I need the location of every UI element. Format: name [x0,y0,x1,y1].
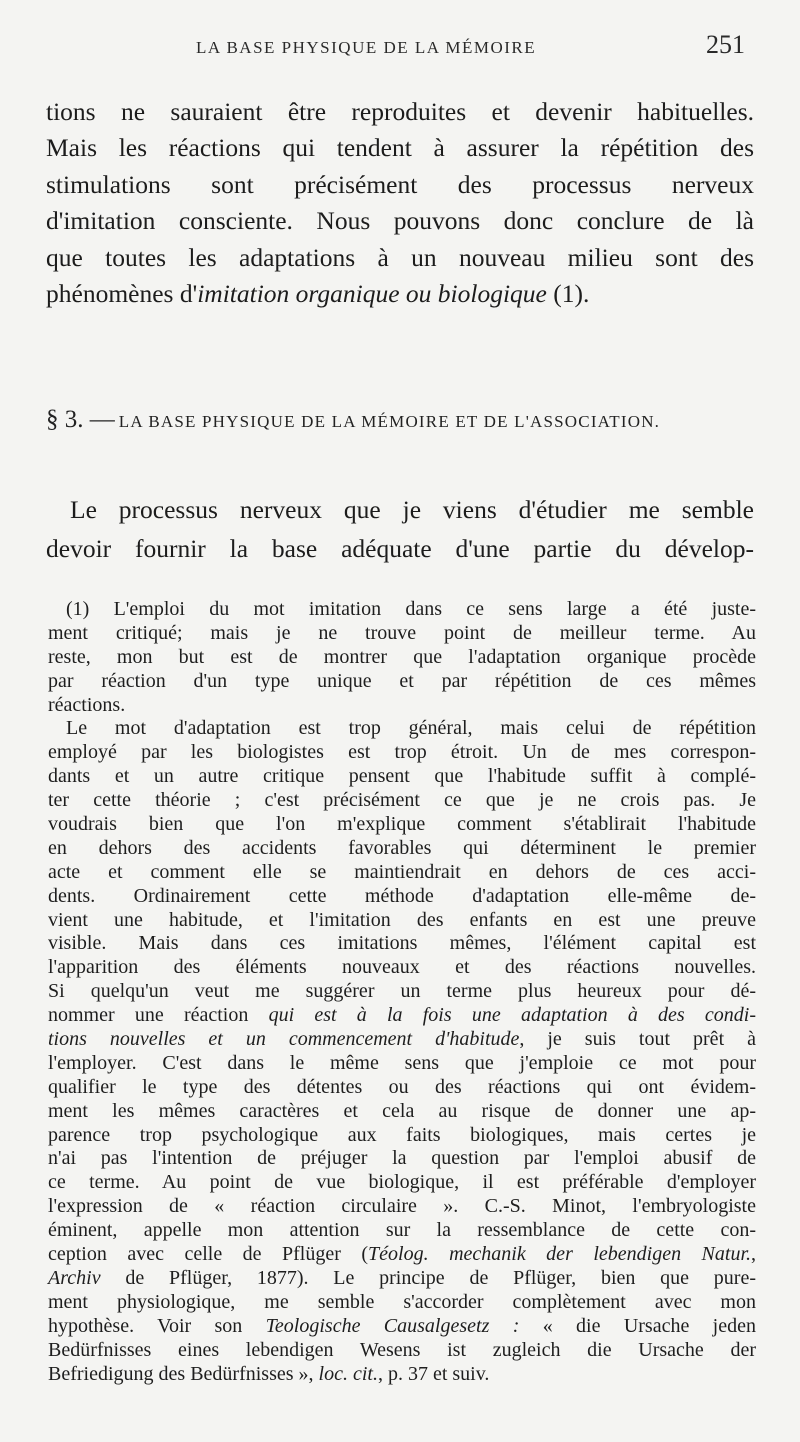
footnote-line: réactions. [48,693,126,716]
footnote-line: l'apparition des éléments nouveaux et des réactions nouvelles. [48,956,756,979]
footnote-line: éminent, appelle mon attention sur la ressemblance de cette con- [48,1219,756,1242]
footnote-line: acte et comment elle se maintiendrait en dehors de ces acci- [48,860,756,883]
footnote-line: l'expression de « réaction circulaire ». C.-S. Minot, l'embryologiste [48,1195,756,1218]
running-head [0,30,800,70]
footnote-line: voudrais bien que l'on m'explique comment s'établirait l'habitude [48,813,756,836]
italic-term: imitation organique ou biologique [197,278,547,308]
text-line: que toutes les adaptations à un nouveau milieu sont des [46,242,754,272]
running-title: LA BASE PHYSIQUE DE LA MÉMOIRE [196,38,537,57]
footnote-line: tions nouvelles et un commencement d'habitude, je suis tout prêt à [48,1028,756,1051]
footnote-line: en dehors des accidents favorables qui déterminent le premier [48,836,756,859]
footnote-line: dents. Ordinairement cette méthode d'adaptation elle-même de- [48,884,756,907]
footnote-line: nommer une réaction qui est à la fois une adaptation à des condi- [48,1004,757,1027]
footnote-line: reste, mon but est de montrer que l'adaptation organique procède [48,645,756,668]
italic-phrase: qui est à la fois une adaptation à des condi- [268,1004,757,1027]
footnote-line: l'employer. C'est dans le même sens que j'emploie ce mot pour [48,1051,756,1074]
italic-phrase: tions nouvelles et un commencement d'habitude [48,1028,520,1051]
footnote-line: employé par les biologistes est trop étroit. Un de mes correspon- [48,741,756,764]
text-line: d'imitation consciente. Nous pouvons donc conclure de là [46,206,754,236]
footnote-line: ment physiologique, me semble s'accorder complètement avec mon [48,1290,756,1313]
footnote-line: Bedürfnisses eines lebendigen Wesens ist zugleich die Ursache der [48,1338,756,1361]
footnote-line: Befriedigung des Bedürfnisses », loc. cit., p. 37 et suiv. [48,1362,490,1385]
footnote-line: Si quelqu'un veut me suggérer un terme plus heureux pour dé- [48,980,756,1003]
text-line: phénomènes d'imitation organique ou biologique (1). [46,278,590,308]
footnote-line: visible. Mais dans ces imitations mêmes, l'élément capital est [48,932,756,955]
footnote-line: (1) L'emploi du mot imitation dans ce sens large a été juste- [66,598,756,620]
footnote-line: ment critiqué; mais je ne trouve point de meilleur terme. Au [48,621,756,644]
footnote-line: hypothèse. Voir son Teologische Causalgesetz : « die Ursache jeden [48,1314,756,1337]
page-number: 251 [706,30,745,59]
section-number: § 3. — [46,406,115,433]
paragraph-section-start [46,490,754,568]
italic-citation: Archiv [48,1266,101,1289]
footnote-line: n'ai pas l'intention de préjuger la question par l'emploi abusif de [48,1147,756,1170]
section-title: LA BASE PHYSIQUE DE LA MÉMOIRE ET DE L'ASSOCIATION. [118,412,661,431]
text-line: tions ne sauraient être reproduites et devenir habituelles. [46,97,754,126]
italic-citation: Téolog. mechanik der lebendigen Natur. [368,1243,752,1266]
text-line: devoir fournir la base adéquate d'une partie du dévelop- [46,534,754,563]
footnote-line: par réaction d'un type unique et par répétition de ces mêmes [48,669,756,692]
footnote [48,598,756,1386]
paragraph-continuation [46,94,754,312]
footnote-line: ter cette théorie ; c'est précisément ce que je ne crois pas. Je [48,789,756,812]
footnote-line: ception avec celle de Pflüger (Téolog. mechanik der lebendigen Natur., [48,1243,757,1266]
footnote-line: vient une habitude, et l'imitation des enfants en est une preuve [48,908,756,931]
footnote-line: Le mot d'adaptation est trop général, mais celui de répétition [66,717,756,740]
footnote-line: ce terme. Au point de vue biologique, il est préférable d'employer [48,1171,756,1194]
text-line: Le processus nerveux que je viens d'étudier me semble [70,495,754,524]
footnote-line: parence trop psychologique aux faits biologiques, mais certes je [48,1123,756,1146]
italic-citation: Teologische Causalgesetz : [265,1314,520,1337]
italic-citation: loc. cit. [318,1362,378,1385]
text-line: Mais les réactions qui tendent à assurer la répétition des [46,133,754,163]
footnote-line: Archiv de Pflüger, 1877). Le principe de Pflüger, bien que pure- [48,1266,756,1289]
footnote-line: dants et un autre critique pensent que l'habitude suffit à complé- [48,765,756,788]
section-heading [46,406,754,434]
footnote-line: qualifier le type des détentes ou des réactions qui ont évidem- [48,1075,756,1098]
text-line: stimulations sont précisément des processus nerveux [46,169,754,199]
footnote-line: ment les mêmes caractères et cela au risque de donner une ap- [48,1099,756,1122]
